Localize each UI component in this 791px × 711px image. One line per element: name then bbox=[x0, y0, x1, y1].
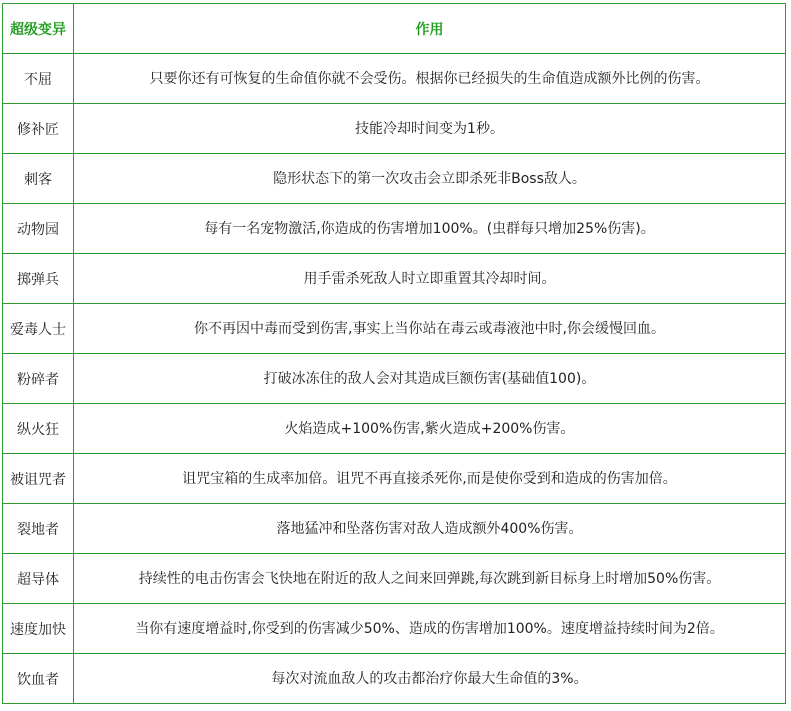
mutation-effect: 每有一名宠物激活,你造成的伤害增加100%。(虫群每只增加25%伤害)。 bbox=[74, 204, 786, 254]
mutation-effect: 技能冷却时间变为1秒。 bbox=[74, 104, 786, 154]
table-row bbox=[3, 604, 786, 654]
table-row bbox=[3, 404, 786, 454]
mutation-effect: 打破冰冻住的敌人会对其造成巨额伤害(基础值100)。 bbox=[74, 354, 786, 404]
mutation-name: 修补匠 bbox=[3, 104, 74, 154]
header-super-mutation: 超级变异 bbox=[3, 4, 74, 54]
mutation-name: 裂地者 bbox=[3, 504, 74, 554]
mutation-name: 纵火狂 bbox=[3, 404, 74, 454]
table-row bbox=[3, 454, 786, 504]
table-row bbox=[3, 354, 786, 404]
table-row bbox=[3, 554, 786, 604]
mutation-name: 被诅咒者 bbox=[3, 454, 74, 504]
mutation-effect: 持续性的电击伤害会飞快地在附近的敌人之间来回弹跳,每次跳到新目标身上时增加50%伤害。 bbox=[74, 554, 786, 604]
mutation-effect: 当你有速度增益时,你受到的伤害减少50%、造成的伤害增加100%。速度增益持续时间为2倍。 bbox=[74, 604, 786, 654]
mutation-table-container bbox=[2, 3, 785, 704]
mutation-table bbox=[2, 3, 786, 704]
mutation-effect: 你不再因中毒而受到伤害,事实上当你站在毒云或毒液池中时,你会缓慢回血。 bbox=[74, 304, 786, 354]
table-row bbox=[3, 254, 786, 304]
table-row bbox=[3, 104, 786, 154]
mutation-name: 刺客 bbox=[3, 154, 74, 204]
mutation-effect: 火焰造成+100%伤害,紫火造成+200%伤害。 bbox=[74, 404, 786, 454]
mutation-name: 粉碎者 bbox=[3, 354, 74, 404]
table-row bbox=[3, 304, 786, 354]
mutation-name: 超导体 bbox=[3, 554, 74, 604]
mutation-effect: 用手雷杀死敌人时立即重置其冷却时间。 bbox=[74, 254, 786, 304]
mutation-name: 动物园 bbox=[3, 204, 74, 254]
mutation-name: 爱毒人士 bbox=[3, 304, 74, 354]
mutation-name: 速度加快 bbox=[3, 604, 74, 654]
table-row bbox=[3, 204, 786, 254]
header-effect: 作用 bbox=[74, 4, 786, 54]
table-row bbox=[3, 54, 786, 104]
mutation-effect: 落地猛冲和坠落伤害对敌人造成额外400%伤害。 bbox=[74, 504, 786, 554]
mutation-effect: 隐形状态下的第一次攻击会立即杀死非Boss敌人。 bbox=[74, 154, 786, 204]
mutation-name: 不屈 bbox=[3, 54, 74, 104]
mutation-name: 饮血者 bbox=[3, 654, 74, 704]
mutation-effect: 诅咒宝箱的生成率加倍。诅咒不再直接杀死你,而是使你受到和造成的伤害加倍。 bbox=[74, 454, 786, 504]
mutation-effect: 每次对流血敌人的攻击都治疗你最大生命值的3%。 bbox=[74, 654, 786, 704]
table-row bbox=[3, 504, 786, 554]
mutation-name: 掷弹兵 bbox=[3, 254, 74, 304]
table-header-row bbox=[3, 4, 786, 54]
table-row bbox=[3, 654, 786, 704]
mutation-effect: 只要你还有可恢复的生命值你就不会受伤。根据你已经损失的生命值造成额外比例的伤害。 bbox=[74, 54, 786, 104]
table-row bbox=[3, 154, 786, 204]
